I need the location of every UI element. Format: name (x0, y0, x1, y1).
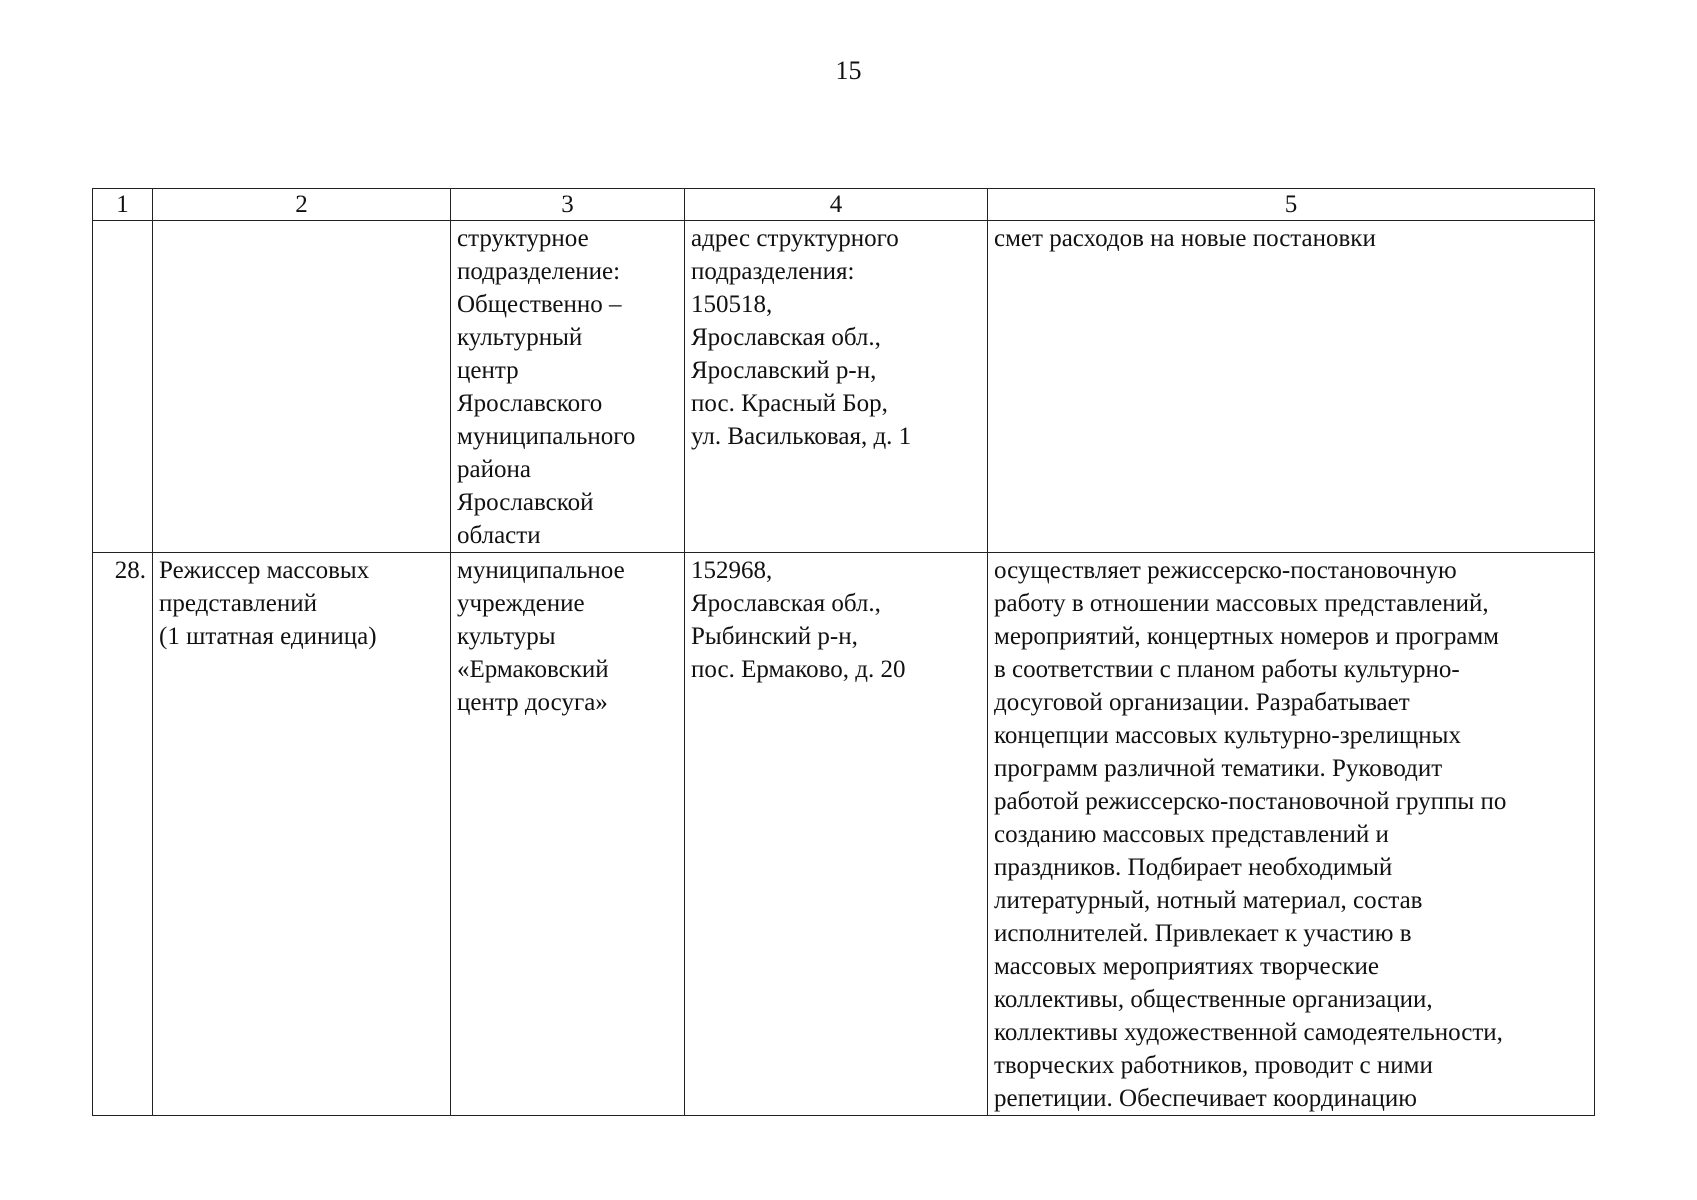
cell-line: подразделения: (691, 258, 855, 285)
cell-line: Ярославская обл., (691, 590, 881, 617)
cell-line: досуговой организации. Разрабатывает (994, 689, 1410, 716)
header-cell-1: 1 (93, 189, 153, 221)
cell-line: Общественно – (457, 291, 622, 318)
cell-line: подразделение: (457, 258, 621, 285)
table-row (93, 553, 1595, 1116)
duties-cell (988, 553, 1595, 1116)
header-cell-5: 5 (988, 189, 1595, 221)
cell-line: работу в отношении массовых представлений, (994, 590, 1489, 617)
organization-cell (451, 553, 685, 1116)
cell-line: района (457, 456, 531, 483)
cell-line: мероприятий, концертных номеров и программ (994, 623, 1499, 650)
row-number-cell (93, 221, 153, 553)
cell-line: Рыбинский р-н, (691, 623, 858, 650)
cell-line: представлений (159, 590, 317, 617)
cell-line: Ярославская обл., (691, 324, 881, 351)
cell-line: коллективы художественной самодеятельности, (994, 1019, 1503, 1046)
page-number: 15 (835, 56, 862, 85)
cell-line: репетиции. Обеспечивает координацию (994, 1085, 1417, 1112)
cell-line: Ярославской (457, 489, 594, 516)
cell-line: муниципального (457, 423, 636, 450)
cell-line: 152968, (691, 557, 773, 584)
cell-line: пос. Ермаково, д. 20 (691, 656, 906, 683)
cell-line: Ярославского (457, 390, 603, 417)
cell-line: области (457, 522, 541, 549)
cell-line: (1 штатная единица) (159, 623, 377, 650)
header-cell-3: 3 (451, 189, 685, 221)
cell-line: адрес структурного (691, 225, 899, 252)
cell-line: массовых мероприятиях творческие (994, 953, 1379, 980)
row-number-cell: 28. (93, 553, 153, 1116)
cell-line: Ярославский р-н, (691, 357, 877, 384)
cell-line: культурный (457, 324, 583, 351)
cell-line: коллективы, общественные организации, (994, 986, 1433, 1013)
cell-line: исполнителей. Привлекает к участию в (994, 920, 1412, 947)
cell-line: программ различной тематики. Руководит (994, 755, 1443, 782)
cell-line: осуществляет режиссерско-постановочную (994, 557, 1457, 584)
cell-line: центр (457, 357, 519, 384)
cell-line: концепции массовых культурно-зрелищных (994, 722, 1461, 749)
position-cell (153, 553, 451, 1116)
cell-line: пос. Красный Бор, (691, 390, 888, 417)
duties-cell (988, 221, 1595, 553)
cell-line: созданию массовых представлений и (994, 821, 1389, 848)
address-cell (685, 221, 988, 553)
cell-line: смет расходов на новые постановки (994, 225, 1376, 252)
cell-line: в соответствии с планом работы культурно- (994, 656, 1460, 683)
cell-line: «Ермаковский (457, 656, 609, 683)
cell-line: муниципальное (457, 557, 625, 584)
document-table (92, 188, 1595, 1116)
cell-line: учреждение (457, 590, 585, 617)
cell-line: центр досуга» (457, 689, 608, 716)
position-cell (153, 221, 451, 553)
cell-line: Режиссер массовых (159, 557, 370, 584)
organization-cell (451, 221, 685, 553)
cell-line: творческих работников, проводит с ними (994, 1052, 1433, 1079)
address-cell (685, 553, 988, 1116)
header-cell-2: 2 (153, 189, 451, 221)
header-cell-4: 4 (685, 189, 988, 221)
cell-line: работой режиссерско-постановочной группы по (994, 788, 1507, 815)
table-header-row (93, 189, 1595, 221)
cell-line: праздников. Подбирает необходимый (994, 854, 1393, 881)
cell-line: культуры (457, 623, 556, 650)
cell-line: литературный, нотный материал, состав (994, 887, 1423, 914)
table-row (93, 221, 1595, 553)
cell-line: структурное (457, 225, 589, 252)
cell-line: ул. Васильковая, д. 1 (691, 423, 912, 450)
cell-line: 150518, (691, 291, 773, 318)
